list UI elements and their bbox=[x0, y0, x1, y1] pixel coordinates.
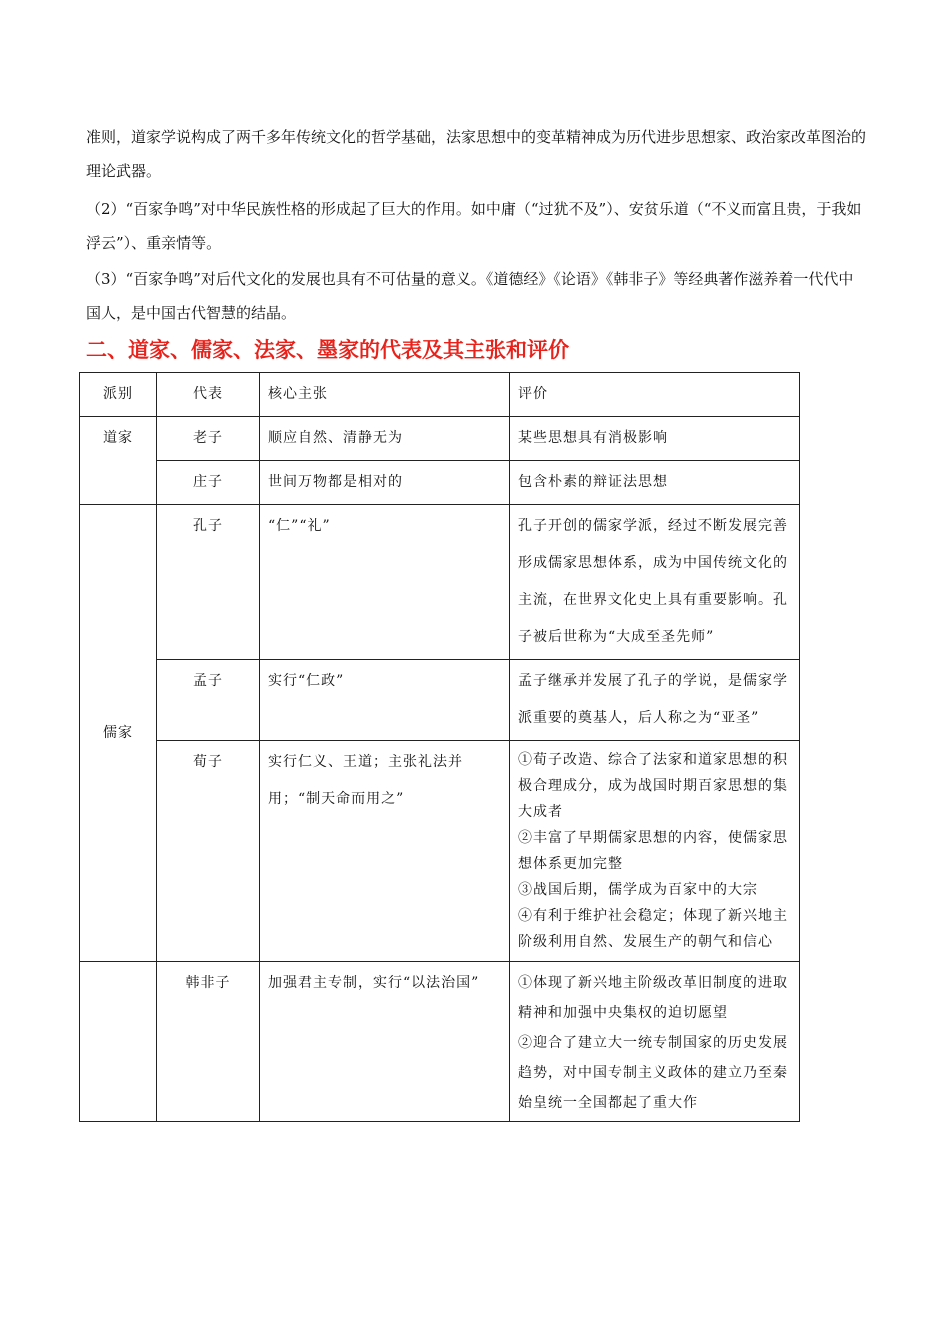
table-header-row bbox=[80, 373, 800, 417]
table-row bbox=[80, 461, 800, 505]
header-cell-school: 派别 bbox=[80, 373, 157, 417]
table-row bbox=[80, 417, 800, 461]
evaluation-cell: 包含朴素的辩证法思想 bbox=[510, 461, 800, 505]
evaluation-cell bbox=[510, 741, 800, 962]
table-row bbox=[80, 962, 800, 1122]
evaluation-point: ②迎合了建立大一统专制国家的历史发展趋势，对中国专制主义政体的建立乃至秦始皇统一全国都起了重大作 bbox=[518, 1035, 788, 1111]
representative-cell: 孔子 bbox=[157, 505, 260, 660]
claim-cell: 实行“仁政” bbox=[260, 660, 510, 741]
table-row bbox=[80, 660, 800, 741]
schools-table bbox=[79, 372, 800, 1122]
header-cell-evaluation: 评价 bbox=[510, 373, 800, 417]
evaluation-point: ④有利于维护社会稳定；体现了新兴地主阶级利用自然、发展生产的朝气和信心 bbox=[518, 908, 788, 950]
section-heading: 二、道家、儒家、法家、墨家的代表及其主张和评价 bbox=[86, 338, 569, 362]
evaluation-cell bbox=[510, 962, 800, 1122]
representative-cell: 韩非子 bbox=[157, 962, 260, 1122]
table-row bbox=[80, 741, 800, 962]
header-cell-representative: 代表 bbox=[157, 373, 260, 417]
school-cell bbox=[80, 962, 157, 1122]
claim-cell: “仁”“礼” bbox=[260, 505, 510, 660]
claim-cell: 加强君主专制，实行“以法治国” bbox=[260, 962, 510, 1122]
evaluation-point: ①荀子改造、综合了法家和道家思想的积极合理成分，成为战国时期百家思想的集大成者 bbox=[518, 752, 788, 820]
evaluation-point: ①体现了新兴地主阶级改革旧制度的进取精神和加强中央集权的迫切愿望 bbox=[518, 975, 788, 1021]
evaluation-cell: 孔子开创的儒家学派，经过不断发展完善形成儒家思想体系，成为中国传统文化的主流，在世界文化史上具有重要影响。孔子被后世称为“大成至圣先师” bbox=[510, 505, 800, 660]
table-row bbox=[80, 505, 800, 660]
evaluation-point: ②丰富了早期儒家思想的内容，使儒家思想体系更加完整 bbox=[518, 830, 788, 872]
claim-cell: 实行仁义、王道；主张礼法并用；“制天命而用之” bbox=[260, 741, 510, 962]
intro-paragraph-2: （2）“百家争鸣”对中华民族性格的形成起了巨大的作用。如中庸（“过犹不及”）、安贫乐道（“不义而富且贵，于我如浮云”）、重亲情等。 bbox=[86, 200, 862, 252]
claim-cell: 世间万物都是相对的 bbox=[260, 461, 510, 505]
representative-cell: 荀子 bbox=[157, 741, 260, 962]
school-cell: 儒家 bbox=[80, 505, 157, 962]
intro-paragraph-1: 准则，道家学说构成了两千多年传统文化的哲学基础，法家思想中的变革精神成为历代进步思想家、政治家改革图治的理论武器。 bbox=[86, 128, 867, 180]
representative-cell: 庄子 bbox=[157, 461, 260, 505]
claim-cell: 顺应自然、清静无为 bbox=[260, 417, 510, 461]
header-cell-claim: 核心主张 bbox=[260, 373, 510, 417]
representative-cell: 孟子 bbox=[157, 660, 260, 741]
evaluation-cell: 某些思想具有消极影响 bbox=[510, 417, 800, 461]
evaluation-cell: 孟子继承并发展了孔子的学说，是儒家学派重要的奠基人，后人称之为“亚圣” bbox=[510, 660, 800, 741]
representative-cell: 老子 bbox=[157, 417, 260, 461]
school-cell: 道家 bbox=[80, 417, 157, 505]
evaluation-point: ③战国后期，儒学成为百家中的大宗 bbox=[518, 882, 758, 898]
intro-paragraph-3: （3）“百家争鸣”对后代文化的发展也具有不可估量的意义。《道德经》《论语》《韩非子》等经典著作滋养着一代代中国人，是中国古代智慧的结晶。 bbox=[86, 270, 854, 322]
